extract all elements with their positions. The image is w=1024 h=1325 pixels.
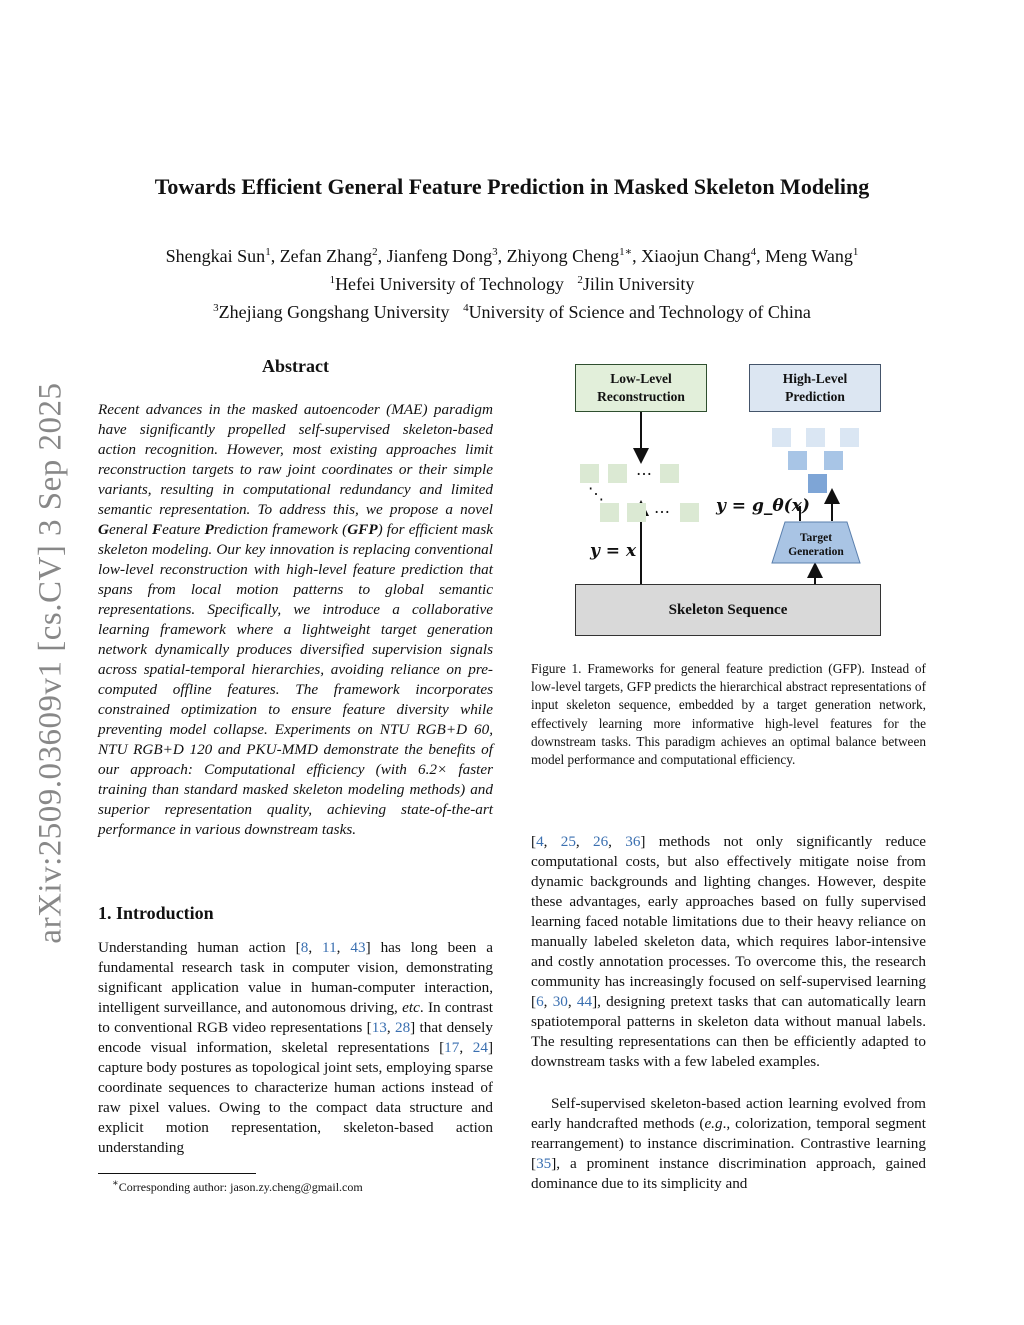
intro-paragraph-3: [531, 1094, 926, 1194]
high-level-box: High-Level Prediction: [749, 364, 881, 412]
affiliation: Jilin University: [582, 274, 695, 294]
intro-heading: 1. Introduction: [98, 903, 214, 923]
footnote: ∗Corresponding author: jason.zy.cheng@gmail.com: [112, 1178, 363, 1194]
affiliation-line: $^1$Hefei University of Technology $^2$Jilin University: [329, 274, 695, 294]
prediction-equation: y = g_θ(x): [716, 496, 810, 516]
figure-1: [560, 356, 900, 646]
low-level-box: Low-Level Reconstruction: [575, 364, 707, 412]
text-run: ,: [543, 833, 561, 850]
citation-link[interactable]: 28: [394, 1019, 411, 1036]
citation-link[interactable]: 36: [625, 833, 641, 850]
target-generation-label: Target Generation: [788, 532, 844, 558]
feature-token: [808, 474, 827, 493]
author: Xiaojun Chang$^4$,: [641, 246, 766, 266]
text-run: . In contrast to conventional RGB video representations [: [98, 999, 494, 1036]
citation-link[interactable]: 11: [322, 939, 337, 956]
footnote-rule: [98, 1173, 256, 1174]
text-run: ., colorization, temporal segment rearrangement) to instance discrimination. Contrastive learning [: [531, 1115, 926, 1172]
text-run: Self-supervised skeleton-based action learning evolved from early handcrafted methods (: [531, 1095, 926, 1132]
text-run: ], designing pretext tasks that can automatically learn spatiotemporal patterns in skeleton data without manual labels. The resulting representations can then be efficiently adapted to downstream tasks with a few labeled examples.: [531, 993, 926, 1070]
feature-token: [772, 428, 791, 447]
figure-caption: Figure 1. Frameworks for general feature prediction (GFP). Instead of low-level targets, GFP predicts the hierarchical abstract representations of input skeleton sequence, embedded by a target generation network, effectively learning more informative high-level features for the downstream tasks. This paradigm achieves an optimal balance between model performance and computational efficiency.: [531, 661, 926, 768]
text-run: ,: [308, 939, 323, 956]
arxiv-identifier: arXiv:2509.03609v1 [cs.CV] 3 Sep 2025: [32, 381, 69, 944]
identity-equation: y = x: [590, 541, 637, 561]
token: [680, 503, 699, 522]
author: Zefan Zhang$^2$,: [279, 246, 387, 266]
author: Meng Wang$^1$: [765, 246, 859, 266]
affiliation: University of Science and Technology of China: [468, 302, 811, 322]
token: [627, 503, 646, 522]
citation-link[interactable]: 44: [576, 993, 593, 1010]
italic-text: e.g: [704, 1115, 723, 1132]
token: [580, 464, 599, 483]
intro-paragraph-2: [531, 832, 926, 1072]
citation-link[interactable]: 25: [560, 833, 576, 850]
paper-title: Towards Efficient General Feature Prediction in Masked Skeleton Modeling: [154, 174, 870, 199]
token: [660, 464, 679, 483]
feature-token: [824, 451, 843, 470]
affiliation-line: $^3$Zhejiang Gongshang University $^4$University of Science and Technology of China: [213, 302, 811, 322]
ellipsis: …: [654, 498, 670, 517]
affiliation: Hefei University of Technology: [335, 274, 564, 294]
citation-link[interactable]: 17: [444, 1039, 460, 1056]
italic-text: etc: [402, 999, 420, 1016]
abstract-text: Recent advances in the masked autoencoder (MAE) paradigm have significantly propelled self-supervised skeleton-based action recognition. However, most existing approaches limit reconstruction targets to raw joint coordinates or their simple variants, resulting in computational redundancy and limited semantic representation. To address this, we propose a novel General Feature Prediction framework (GFP) for efficient mask skeleton modeling. Our key innovation is replacing conventional low-level reconstruction with high-level feature prediction that spans from local motion patterns to global semantic representations. Specifically, we introduce a collaborative learning framework where a lightweight target generation network dynamically produces diversified supervision signals across spatial-temporal hierarchies, avoiding reliance on pre-computed offline features. The framework incorporates constrained optimization to ensure feature diversity while preventing model collapse. Experiments on NTU RGB+D 60, NTU RGB+D 120 and PKU-MMD demonstrate the benefits of our approach: Computational efficiency (with 6.2× faster training than standard masked skeleton modeling methods) and superior representation quality, achieving state-of-the-art performance in various downstream tasks.: [98, 401, 493, 838]
citation-link[interactable]: 8: [300, 939, 309, 956]
author-block: [0, 240, 1024, 324]
citation-link[interactable]: 4: [536, 833, 544, 850]
citation-link[interactable]: 35: [536, 1155, 552, 1172]
text-run: ] capture body postures as topological joint sets, employing sparse coordinate sequences to characterize human actions instead of raw pixel values. Owing to the compact data structure and explicit motion representation, skeleton-based action understanding: [98, 1039, 493, 1156]
intro-paragraph-1: [98, 938, 493, 1158]
citation-link[interactable]: 13: [371, 1019, 387, 1036]
text-run: ] methods not only significantly reduce computational costs, but also effectively mitigate noise from dynamic backgrounds and lighting changes. However, despite these advantages, early approaches based on fully supervised learning faced notable limitations due to their heavy reliance on manually labeled skeleton data, which requires labor-intensive and costly annotation processes. To overcome this, the research community has increasingly focused on self-supervised learning [: [531, 833, 927, 1010]
author: Shengkai Sun$^1$,: [165, 246, 280, 266]
citation-link[interactable]: 24: [472, 1039, 488, 1056]
text-run: ], a prominent instance discrimination approach, gained dominance due to its simplicity and: [531, 1155, 926, 1192]
citation-link[interactable]: 43: [350, 939, 366, 956]
token: [608, 464, 627, 483]
text-run: [: [531, 833, 537, 850]
text-run: ,: [459, 1039, 473, 1056]
feature-token: [788, 451, 807, 470]
author: Jianfeng Dong$^3$,: [386, 246, 507, 266]
citation-link[interactable]: 30: [552, 993, 568, 1010]
author: Zhiyong Cheng$^{1∗}$,: [506, 246, 642, 266]
diag-ellipsis: ⋱: [588, 484, 604, 503]
text-run: Understanding human action [: [98, 939, 301, 956]
token: [600, 503, 619, 522]
text-run: ,: [608, 833, 626, 850]
text-run: ] that densely encode visual information, skeletal representations [: [98, 1019, 493, 1056]
feature-token: [806, 428, 825, 447]
text-run: ] has long been a fundamental research task in computer vision, demonstrating significant application value in human-computer interaction, intelligent surveillance, and autonomous driving,: [98, 939, 494, 1016]
ellipsis: …: [636, 460, 652, 479]
affiliation: Zhejiang Gongshang University: [218, 302, 450, 322]
citation-link[interactable]: 26: [592, 833, 609, 850]
text-run: ,: [575, 833, 593, 850]
arxiv-sidebar: [26, 380, 76, 945]
text-run: ,: [386, 1019, 395, 1036]
feature-token: [840, 428, 859, 447]
text-run: ,: [543, 993, 553, 1010]
citation-link[interactable]: 6: [536, 993, 544, 1010]
abstract-heading: Abstract: [262, 356, 329, 376]
text-run: ,: [336, 939, 351, 956]
text-run: ,: [567, 993, 577, 1010]
author-list: [0, 240, 1024, 268]
skeleton-sequence-box: Skeleton Sequence: [575, 584, 881, 636]
